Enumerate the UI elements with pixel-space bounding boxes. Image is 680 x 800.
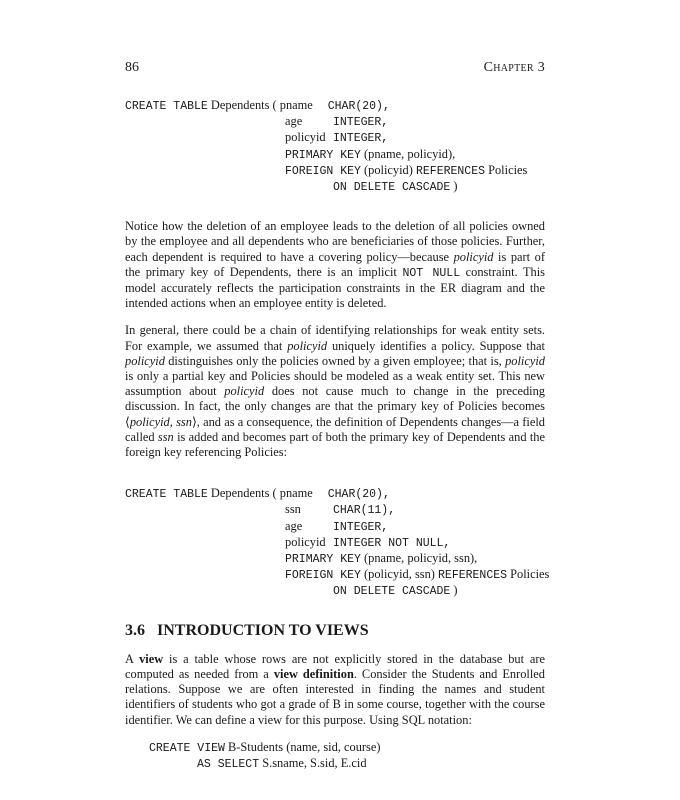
paragraph-3: A view is a table whose rows are not explicitly stored in the database but are computed as needed from a view definition. Consider the Students and Enrolled relations. Suppose we are often interested in finding the names and student identifiers of students who got a grade of B in some course, together with the course identifier. We can define a view for this purpose. Using SQL notation: <box>125 651 546 727</box>
code-line: ON DELETE CASCADE ) <box>333 179 458 195</box>
section-heading <box>125 622 545 640</box>
code-line: policyid INTEGER, <box>285 130 389 146</box>
code-line: AS SELECT S.sname, S.sid, E.cid <box>197 755 367 771</box>
page-number: 86 <box>125 60 139 75</box>
code-line: PRIMARY KEY (pname, policyid, ssn), <box>285 551 478 567</box>
page-content <box>125 98 550 772</box>
code-line: CREATE TABLE Dependents ( pname CHAR(20), <box>125 486 390 502</box>
page-header <box>125 60 545 78</box>
sql-code-block-1 <box>125 98 545 195</box>
section-number: 3.6 <box>125 621 145 639</box>
code-line: age INTEGER, <box>285 518 389 534</box>
code-line: age INTEGER, <box>285 114 389 130</box>
code-line: ssn CHAR(11), <box>285 502 396 518</box>
paragraph-2: In general, there could be a chain of identifying relationships for weak entity sets. For example, we assumed that policyid uniquely identifies a policy. Suppose that policyid distinguishes only the policies owned by a given employee; that is, policyid is only a partial key and Policies should be modeled as a weak entity set. This new assumption about policyid does not cause much to change in the preceding discussion. In fact, the only changes are that the primary key of Policies becomes ⟨policyid, ssn⟩, and as a consequence, the definition of Dependents changes—a field called ssn is added and becomes part of both the primary key of Dependents and the foreign key referencing Policies: <box>125 323 545 460</box>
code-line: FOREIGN KEY (policyid, ssn) REFERENCES Policies <box>285 567 550 583</box>
sql-code-block-2 <box>125 486 550 599</box>
code-line: FOREIGN KEY (policyid) REFERENCES Policies <box>285 162 528 178</box>
sql-code-block-3 <box>149 740 545 772</box>
paragraph-1: Notice how the deletion of an employee leads to the deletion of all policies owned by the employee and all dependents who are beneficiaries of those policies. Further, each dependent is required to have a covering policy—because policyid is part of the primary key of Dependents, there is an implicit NOT NULL constraint. This model accurately reflects the participation constraints in the ER diagram and the intended actions when an employee entity is deleted. <box>125 219 545 311</box>
code-line: PRIMARY KEY (pname, policyid), <box>285 146 456 162</box>
code-line: CREATE TABLE Dependents ( pname CHAR(20), <box>125 98 390 113</box>
chapter-title: Chapter 3 <box>483 60 545 75</box>
code-line: CREATE VIEW B-Students (name, sid, course) <box>149 739 381 755</box>
section-title: INTRODUCTION TO VIEWS <box>157 621 369 639</box>
code-line: policyid INTEGER NOT NULL, <box>285 534 451 550</box>
code-line: ON DELETE CASCADE ) <box>333 583 458 599</box>
